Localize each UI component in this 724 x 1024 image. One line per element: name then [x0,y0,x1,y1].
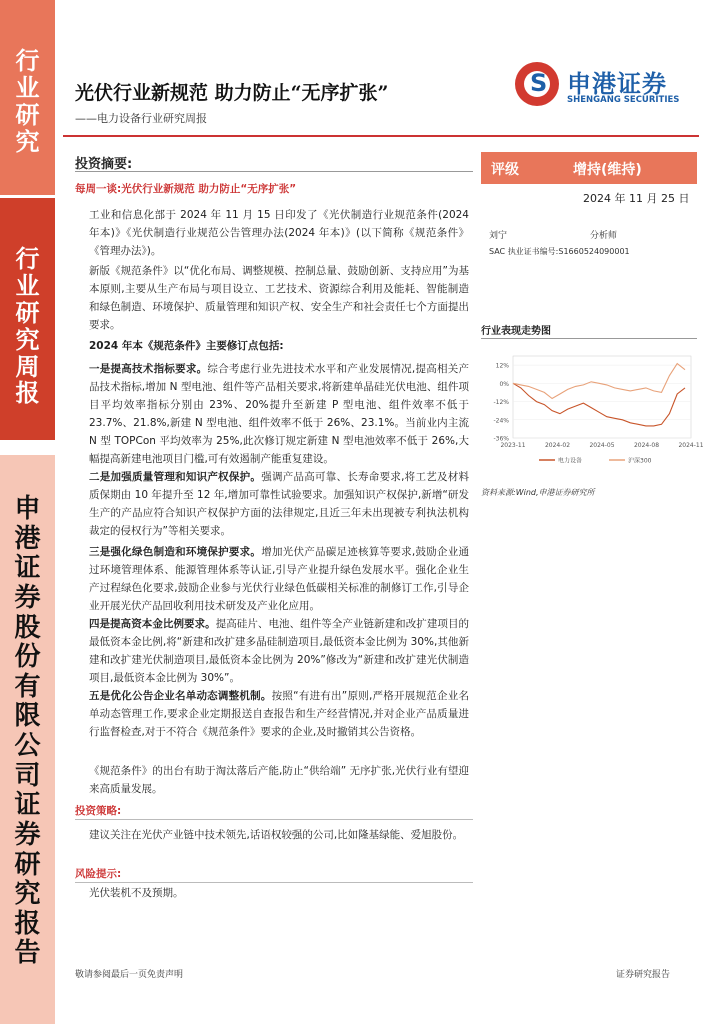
strategy-text: 建议关注在光伏产业链中技术领先,话语权较强的公司,比如隆基绿能、爱旭股份。 [89,829,464,841]
revision-2-title: 二是加强质量管理和知识产权保护。 [89,471,262,483]
sidebar-label-industry-research [0,48,55,156]
revision-5-title: 五是优化公告企业名单动态调整机制。 [89,690,272,702]
risk-text: 光伏装机不及预期。 [89,887,184,899]
chart-x-tick: 2024-08 [633,442,660,449]
sidebar-char: 证 [14,790,41,821]
sidebar-char: 限 [14,701,41,732]
paragraph-revision-1 [89,360,469,468]
risk-heading: 风险提示: [75,868,122,880]
sidebar-char: 证 [14,553,41,584]
rating-value: 增持(维持) [573,162,642,178]
logo-name-cn: 申港证券 [567,70,667,98]
sidebar-char: 司 [14,760,41,791]
chart-x-tick: 2024-02 [544,442,571,449]
analyst-name: 刘宁 [489,231,508,241]
chart-x-tick: 2023-11 [500,442,526,449]
sidebar-char: 申 [14,494,41,524]
paragraph-revision-4 [89,615,469,687]
sidebar-char: 港 [14,523,41,554]
paragraph-revision-3 [89,543,469,615]
revision-5-text: 按照“有进有出”原则,严格开展规范企业名单动态管理工作,要求企业定期报送自查报告和生产经营情况,并对企业产品质量进行监督检查,对于不符合《规范条件》要求的企业,及时撤销其公告资格。 [89,690,470,738]
rating-label: 评级 [491,162,519,178]
revision-4-text: 提高硅片、电池、组件等全产业链新建和改扩建项目的最低资本金比例,将“新建和改扩建多晶硅制造项目,最低资本金比例为 30%,其他新建和改扩建光伏制造项目,最低资本金比例为 20%”修改为“新建和改扩建光伏制造项目,最低资本金比例为 30%”。 [89,618,470,684]
sidebar-char: 周 [15,351,40,381]
sidebar-char: 公 [14,731,41,761]
rating-box [481,152,697,184]
chart-x-tick: 2024-11 [678,442,704,449]
paragraph-revision-5 [89,687,469,741]
risk-divider [75,882,473,883]
revision-3-title: 三是强化绿色制造和环境保护要求。 [89,546,262,558]
chart-plot-area [513,356,691,438]
chart-y-tick: -36% [493,435,509,443]
chart-y-tick: 12% [495,362,509,370]
chart-legend-label: 沪深300 [628,457,652,465]
strategy-heading: 投资策略: [75,805,122,817]
sidebar-char: 研 [15,99,40,129]
footer-disclaimer: 敬请参阅最后一页免责声明 [75,970,184,980]
paragraph-revision-2 [89,468,469,540]
sidebar-char: 究 [15,324,40,354]
sidebar [0,0,55,1024]
sidebar-char: 券 [14,582,41,613]
sidebar-char: 告 [14,938,41,969]
revision-4-title: 四是提高资本金比例要求。 [89,618,216,630]
sidebar-char: 报 [15,378,40,408]
sidebar-char: 报 [14,908,41,939]
report-date: 2024 年 11 月 25 日 [583,192,690,205]
chart-y-tick: -12% [493,399,509,407]
page-subtitle: ——电力设备行业研究周报 [75,112,207,125]
sidebar-char: 行 [15,46,40,75]
logo-name-en: SHENGANG SECURITIES [567,95,680,105]
chart-y-tick: -24% [493,417,509,425]
chart-title: 行业表现走势图 [481,326,551,337]
page-title: 光伏行业新规范 助力防止“无序扩张” [75,82,389,104]
sidebar-char: 股 [14,612,41,643]
paragraph-conclusion: 《规范条件》的出台有助于淘汰落后产能,防止“供给端” 无序扩张,光伏行业有望迎来高质量发展。 [89,765,469,795]
summary-divider [75,171,473,172]
sidebar-char: 究 [15,126,40,156]
sac-number: SAC 执业证书编号:S1660524090001 [489,247,630,256]
summary-heading: 投资摘要: [75,157,133,172]
footer-report-type: 证券研究报告 [616,970,671,980]
chart-x-tick: 2024-05 [589,442,615,449]
sidebar-label-company [0,495,55,969]
sidebar-label-weekly [0,246,55,407]
revision-1-text: 综合考虑行业先进技术水平和产业发展情况,提高相关产品技术指标,增加 N 型电池、组件等产品相关要求,将新建单晶硅光伏电池、组件项目平均效率指标分别由 23%、20%提升至新建 P 型电池、组件效率不低于 23.7%、21.8%,新建 N 型电池、组件效率不低于 26%、23.1%。当前业内主流 N 型 TOPCon 平均效率为 25%,此次修订规定新建 N 型电池效率不低于 26%,大幅提高新建电池项目门槛,可有效遏制产能重复建设。 [89,363,470,465]
strategy-divider [75,819,473,820]
revision-2-text: 强调产品高可靠、长寿命要求,将工艺及材料质保期由 10 年提升至 12 年,增加可靠性试验要求。加强知识产权保护,新增“研发生产的产品应符合知识产权保护方面的法律规定,且近三年未出现被专利执法机构裁定的侵权行为”等相关要求。 [89,471,469,537]
sidebar-char: 研 [15,297,40,327]
chart-y-tick: 0% [499,380,509,388]
revision-3-text: 增加光伏产品碳足迹核算等要求,鼓励企业通过环境管理体系、能源管理体系等认证,引导产业提升绿色发展水平。强化企业生产过程绿色化要求,鼓励企业参与光伏行业绿色低碳相关标准的制修订工作,引导企业开展光伏产品回收利用技术研发及产业化应用。 [89,546,469,612]
header-divider [63,135,699,137]
sidebar-char: 券 [14,819,41,850]
chart-legend-label: 电力设备 [558,457,583,465]
sidebar-char: 有 [14,671,41,702]
sidebar-char: 份 [14,642,41,673]
chart-source: 资料来源:Wind,申港证券研究所 [481,488,595,497]
analyst-role: 分析师 [590,231,618,241]
revisions-heading: 2024 年本《规范条件》主要修订点包括: [89,340,284,352]
sidebar-char: 究 [14,879,41,910]
paragraph-principles: 新版《规范条件》以“优化布局、调整规模、控制总量、鼓励创新、支持应用”为基本原则,主要从生产布局与项目设立、工艺技术、资源综合利用及能耗、智能制造和绿色制造、环境保护、质量管理和知识产权、安全生产和社会责任七个方面提出要求。 [89,265,469,331]
logo-mark-icon: S [515,62,559,106]
chart-divider [481,338,697,339]
performance-chart [481,350,704,475]
sidebar-char: 行 [15,244,40,273]
sidebar-char: 业 [15,72,40,102]
company-logo [515,62,690,112]
paragraph-intro: 工业和信息化部于 2024 年 11 月 15 日印发了《光伏制造行业规范条件(2024 年本)》《光伏制造行业规范公告管理办法(2024 年本)》(以下简称《规范条件》《管理办法》)。 [89,209,469,257]
sidebar-char: 研 [14,849,41,880]
weekly-topic: 每周一谈:光伏行业新规范 助力防止“无序扩张” [75,183,297,195]
sidebar-char: 业 [15,270,40,300]
revision-1-title: 一是提高技术指标要求。 [89,363,208,375]
